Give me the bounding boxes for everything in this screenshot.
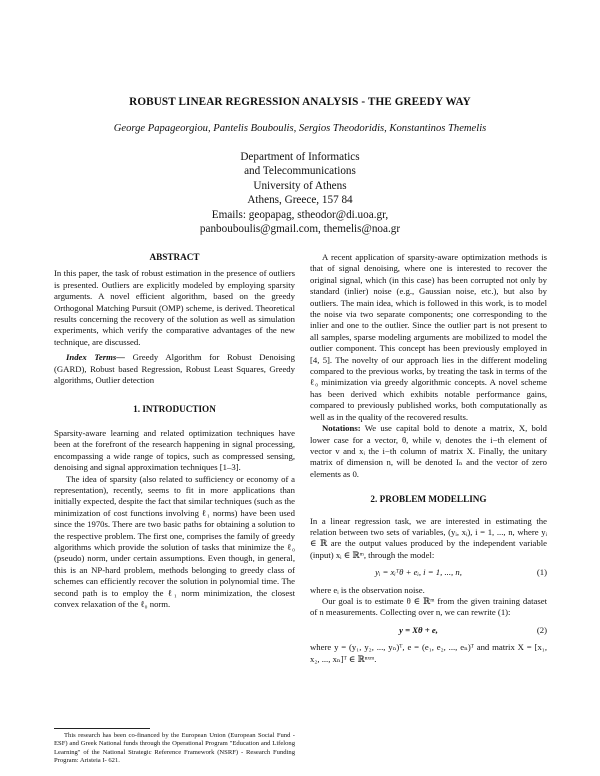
- section2-heading: 2. PROBLEM MODELLING: [370, 494, 487, 505]
- footnote-rule: [54, 728, 150, 729]
- notations-text: We use capital bold to denote a matrix, X, bold lower case for a vector, θ, while vᵢ denotes the i−th element of vector v and xᵢ the i−th column of matrix X. Finally, the unitary matrix of dimension n, will be denoted Iₙ and the vector of zero elements as 0.: [310, 423, 547, 479]
- equation-2: [310, 625, 547, 636]
- equation-1-number: (1): [536, 567, 547, 578]
- notations-paragraph: [310, 423, 547, 480]
- intro-paragraph-1: Sparsity-aware learning and related optimization techniques have been at the forefront of the research happening in signal processing, encompassing a wide range of topics, such as compressed sensing, denoising and signal approximation techniques [1–3].: [54, 427, 295, 473]
- email-line: Emails: geopapag, stheodor@di.uoa.gr,: [211, 208, 389, 221]
- left-column: [54, 252, 295, 610]
- equation-2-number: (2): [536, 624, 547, 635]
- section2-paragraph-2: where eᵢ is the observation noise.: [310, 584, 425, 595]
- right-column: [310, 252, 547, 665]
- email-line: panbouboulis@gmail.com, themelis@noa.gr: [199, 223, 401, 236]
- author-list: George Papageorgiou, Pantelis Bouboulis, Sergios Theodoridis, Konstantinos Themelis: [113, 123, 487, 134]
- intro-paragraph-2: The idea of sparsity (also related to sufficiency or economy of a representation), recently, seems to fit in more applications than initially expected, despite the fact that similar techniques (such as the minimization of cost functions involving ℓ₁ norms) have been used since the 1970s. There are two basic paths for obtaining a solution to the respective problem. The first one, comprises the family of greedy algorithms which provide the solution of tasks that minimize the ℓ₀ (pseudo) norm, under certain assumptions. Even though, in general, this is an NP-hard problem, methods belonging to greedy class of schemes can efficiently recover the solution in polynomial time. The second path is to employ the ℓ₁ norm minimization, the closest convex relaxation of the ℓ₀ norm.: [54, 473, 295, 609]
- affiliation-block: [0, 150, 600, 236]
- abstract-text: In this paper, the task of robust estimation in the presence of outliers is presented. Outliers are explicitly modeled by employing sparsity arguments. A novel efficient algorithm, based on the greedy Orthogonal Matching Pursuit (OMP) scheme, is derived. Theoretical results concerning the recovery of the solution as well as simulation experiments, which verify the comparative advantages of the new technique, are discussed.: [54, 268, 295, 347]
- footnote: This research has been co-financed by the European Union (European Social Fund - ESF) and Greek National funds through the Operational Program "Education and Lifelong Learning" of the National Strategic Reference Framework (NSRF) - Research Funding Program: Aristeia I- 621.: [54, 732, 295, 765]
- index-terms: [54, 352, 295, 386]
- index-terms-label: Index Terms—: [66, 352, 125, 363]
- affiliation-line: and Telecommunications: [244, 165, 356, 178]
- section2-paragraph-1: In a linear regression task, we are interested in estimating the relation between two sets of variables, (yᵢ, xᵢ), i = 1, ..., n, where yᵢ ∈ ℝ are the output values produced by the independent variable (input) xᵢ ∈ ℝᵐ, through the model:: [310, 515, 547, 560]
- notations-label: Notations:: [322, 423, 361, 434]
- equation-1-body: yᵢ = xᵢᵀθ + eᵢ, i = 1, ..., n,: [375, 567, 462, 578]
- section2-paragraph-3: Our goal is to estimate θ ∈ ℝᵐ from the given training dataset of n measurements. Collecting over n, we can rewrite (1):: [310, 595, 547, 618]
- index-terms-text: Greedy Algorithm for Robust Denoising (GARD), Robust based Regression, Robust Least Squares, Greedy algorithms, Outlier detection: [54, 352, 295, 386]
- affiliation-line: Department of Informatics: [240, 151, 360, 163]
- equation-1: [310, 567, 547, 578]
- right-paragraph-1: A recent application of sparsity-aware optimization methods is that of signal denoising, where one is interested to recover the original signal, which (in this case) has been corrupted not only by standard (inlier) noise (e.g., Gaussian noise, etc.), but also by outliers. The main idea, which is followed in this work, is to model the noise via two separate components; one corresponding to the inlier and one to the outlier. Since the outlier part is not present to all samples, sparse modeling arguments are mobilized to model the outlier component. This concept has been previously employed in [4, 5]. The novelty of our approach lies in the different modeling compared to the previous works, by treating the task in terms of the ℓ₀ minimization via greedy algorithmic concepts. A novel scheme has been derived which exhibits notable performance gains, compared to previously published works, both computationally as well as in the quality of the recovered results.: [310, 252, 547, 422]
- equation-2-body: y = Xθ + e,: [399, 624, 438, 635]
- section2-paragraph-4: where y = (y₁, y₂, ..., yₙ)ᵀ, e = (e₁, e₂, ..., eₙ)ᵀ and matrix X = [x₁, x₂, ..., xₙ]ᵀ ∈ ℝⁿˣᵐ.: [310, 642, 547, 664]
- affiliation-line: Athens, Greece, 157 84: [247, 194, 353, 207]
- intro-heading: 1. INTRODUCTION: [133, 404, 216, 415]
- paper-title: ROBUST LINEAR REGRESSION ANALYSIS - THE GREEDY WAY: [129, 96, 471, 108]
- affiliation-line: University of Athens: [253, 179, 347, 192]
- abstract-heading: ABSTRACT: [149, 252, 200, 262]
